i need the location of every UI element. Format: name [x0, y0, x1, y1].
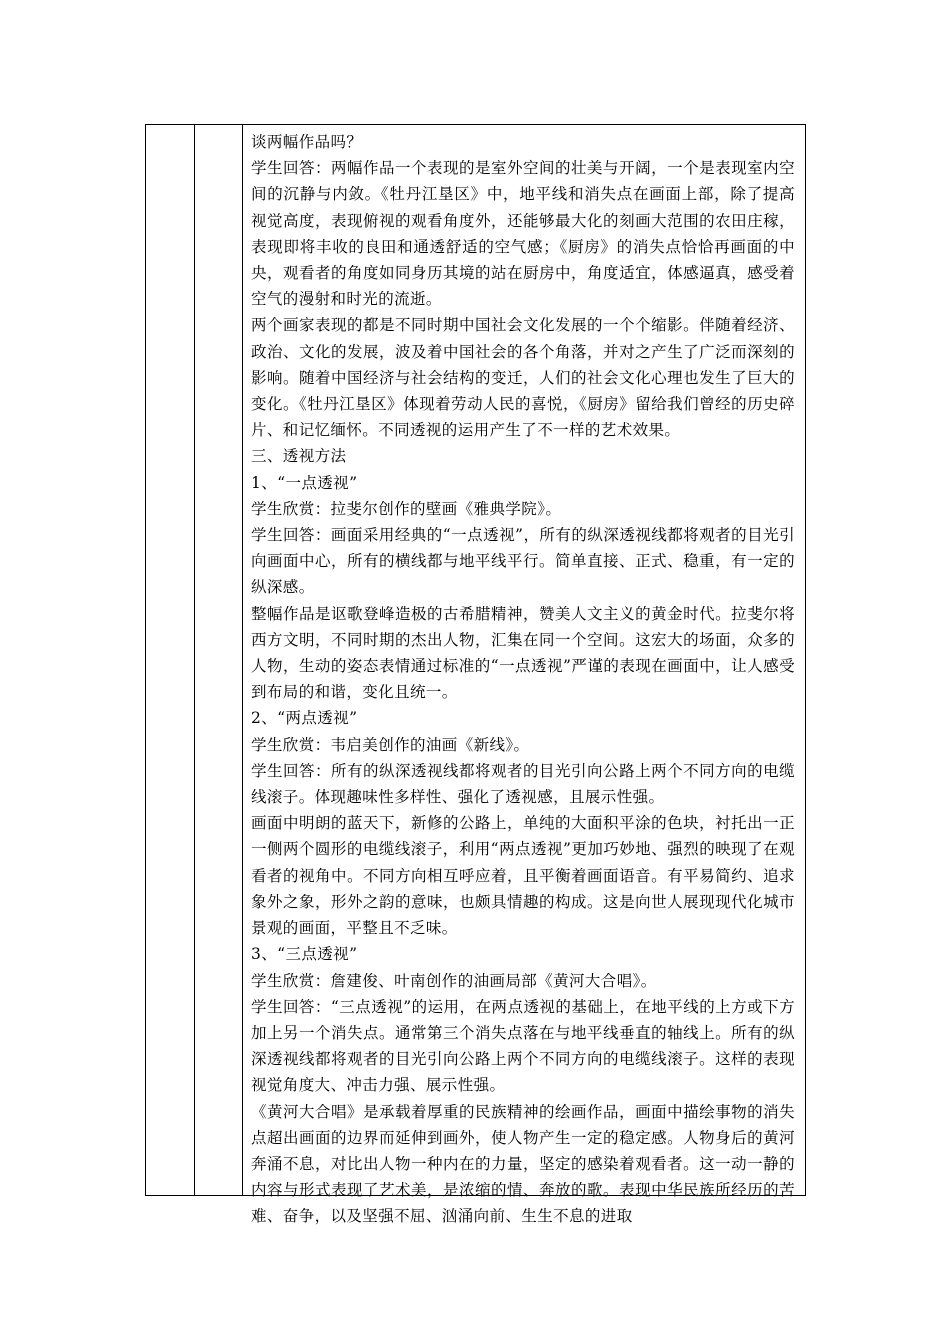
paragraph: 整幅作品是讴歌登峰造极的古希腊精神，赞美人文主义的黄金时代。拉斐尔将西方文明，不同时期的杰出人物，汇集在同一个空间。这宏大的场面，众多的人物，生动的姿态表情通过标准的“一点透视”严谨的表现在画面中，让人感受到布局的和谐，变化且统一。 — [251, 604, 795, 702]
content-cell — [243, 125, 805, 1226]
paragraph: 学生欣赏：韦启美创作的油画《新线》。 — [251, 735, 530, 754]
subsection-heading: 2、“两点透视” — [251, 709, 358, 728]
paragraph: 谈两幅作品吗？ — [251, 133, 363, 151]
table-column-2 — [195, 125, 243, 1195]
lesson-table — [145, 124, 806, 1226]
paragraph: 学生回答：所有的纵深透视线都将观者的目光引向公路上两个不同方向的电缆线滚子。体现趣味性多样性、强化了透视感，且展示性强。 — [251, 761, 795, 807]
paragraph: 学生欣赏：拉斐尔创作的壁画《雅典学院》。 — [251, 499, 562, 518]
subsection-heading: 1、“一点透视” — [251, 473, 358, 492]
paragraph: 学生回答：画面采用经典的“一点透视”，所有的纵深透视线都将观者的目光引向画面中心，所有的横线都与地平线平行。简单直接、正式、稳重，有一定的纵深感。 — [251, 526, 795, 597]
paragraph: 学生欣赏：詹建俊、叶南创作的油画局部《黄河大合唱》。 — [251, 971, 657, 990]
table-column-1 — [146, 125, 195, 1195]
paragraph: 两个画家表现的都是不同时期中国社会文化发展的一个个缩影。伴随着经济、政治、文化的发展，波及着中国社会的各个角落，并对之产生了广泛而深刻的影响。随着中国经济与社会结构的变迁，人们的社会文化心理也发生了巨大的变化。《牡丹江垦区》体现着劳动人民的喜悦，《厨房》留给我们曾经的历史碎片、和记忆缅怀。不同透视的运用产生了不一样的艺术效果。 — [251, 316, 795, 440]
paragraph: 画面中明朗的蓝天下，新修的公路上，单纯的大面积平涂的色块，衬托出一正一侧两个圆形的电缆线滚子，利用“两点透视”更加巧妙地、强烈的映现了在观看者的视角中。不同方向相互呼应着，且平衡着画面语音。有平易简约、追求象外之象，形外之韵的意味，也颇具情趣的构成。这是向世人展现现代化城市景观的画面，平整且不乏味。 — [251, 814, 795, 938]
paragraph: 《黄河大合唱》是承载着厚重的民族精神的绘画作品，画面中描绘事物的消失点超出画面的边界而延伸到画外，使人物产生一定的稳定感。人物身后的黄河奔涌不息，对比出人物一种内在的力量，坚定的感染着观看者。这一动一静的内容与形式表现了艺术美，是浓缩的情、奔放的歌。表现中华民族所经历的苦难、奋争，以及坚强不屈、汹涌向前、生生不息的进取 — [251, 1102, 795, 1226]
subsection-heading: 3、“三点透视” — [251, 945, 358, 964]
section-heading: 三、透视方法 — [251, 447, 347, 466]
paragraph: 学生回答：“三点透视”的运用，在两点透视的基础上，在地平线的上方或下方加上另一个消失点。通常第三个消失点落在与地平线垂直的轴线上。所有的纵深透视线都将观者的目光引向公路上两个不同方向的电缆线滚子。这样的表现视觉角度大、冲击力强、展示性强。 — [251, 997, 795, 1095]
paragraph: 学生回答：两幅作品一个表现的是室外空间的壮美与开阔，一个是表现室内空间的沉静与内敛。《牡丹江垦区》中，地平线和消失点在画面上部，除了提高视觉高度，表现俯视的观看角度外，还能够最大化的刻画大范围的农田庄稼，表现即将丰收的良田和通透舒适的空气感；《厨房》的消失点恰恰再画面的中央，观看者的角度如同身历其境的站在厨房中，角度适宜，体感逼真，感受着空气的漫射和时光的流逝。 — [251, 159, 795, 309]
